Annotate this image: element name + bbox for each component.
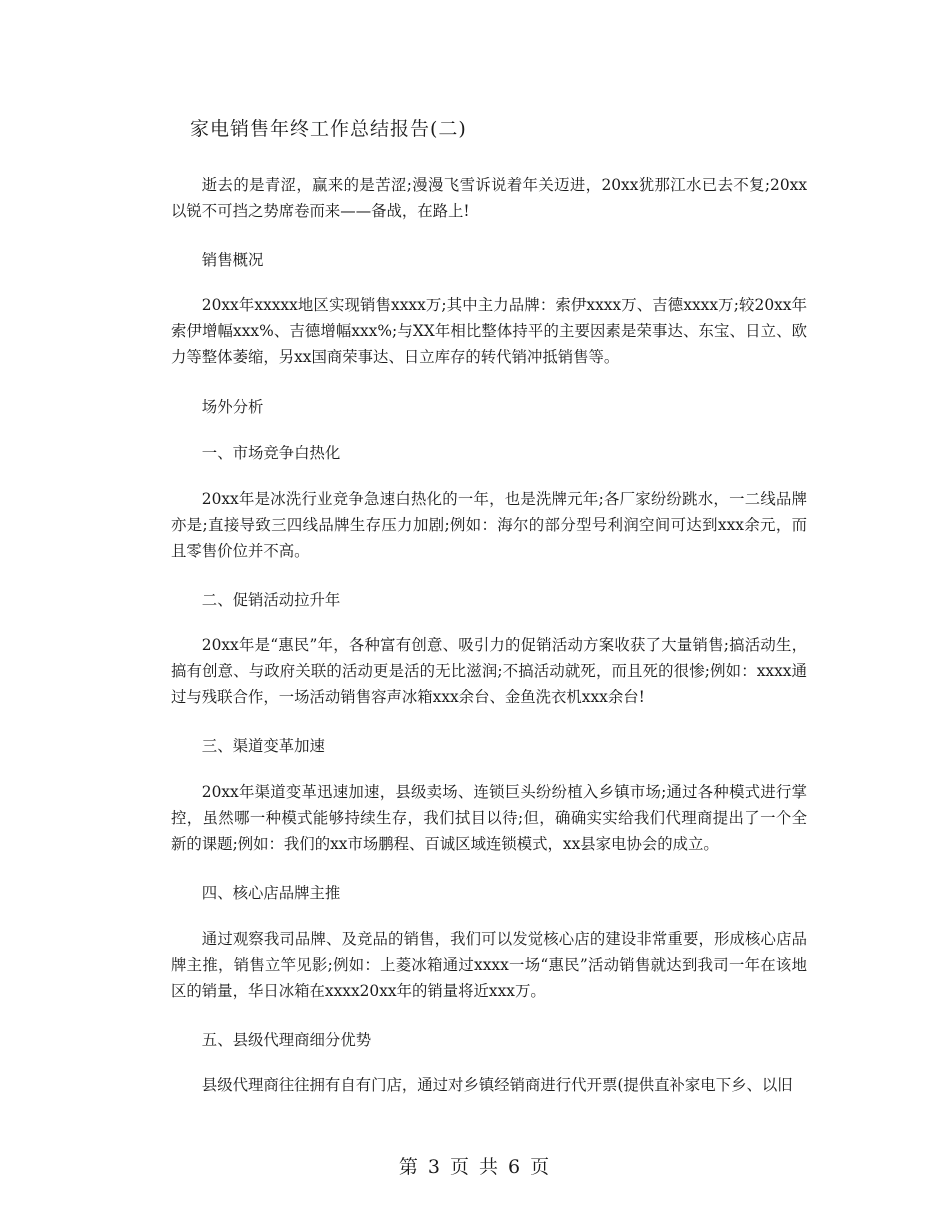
heading-external-analysis: 场外分析: [201, 398, 264, 416]
document-title: 家电销售年终工作总结报告(二): [190, 118, 467, 140]
heading-section-3: 三、渠道变革加速: [201, 737, 325, 755]
paragraph-section-5: 县级代理商往往拥有自有门店，通过对乡镇经销商进行代开票(提供直补家电下乡、以旧: [201, 1076, 793, 1094]
heading-sales-overview: 销售概况: [201, 251, 264, 269]
paragraph-section-4: 通过观察我司品牌、及竞品的销售，我们可以发觉核心店的建设非常重要，形成核心店品牌主推，销售立竿见影;例如：上菱冰箱通过xxxx一场“惠民”活动销售就达到我司一年在该地区的销量，华日冰箱在xxxx20xx年的销量将近xxx万。: [171, 930, 807, 1000]
paragraph-section-2: 20xx年是“惠民”年，各种富有创意、吸引力的促销活动方案收获了大量销售;搞活动生，搞有创意、与政府关联的活动更是活的无比滋润;不搞活动就死，而且死的很惨;例如：xxxx通过与残联合作，一场活动销售容声冰箱xxx余台、金鱼洗衣机xxx余台!: [171, 636, 807, 706]
heading-section-2: 二、促销活动拉升年: [201, 591, 341, 609]
heading-section-5: 五、县级代理商细分优势: [201, 1031, 372, 1049]
heading-section-1: 一、市场竞争白热化: [201, 444, 341, 462]
paragraph-sales-overview: 20xx年xxxxx地区实现销售xxxx万;其中主力品牌：索伊xxxx万、吉德xxxx万;较20xx年索伊增幅xxx%、吉德增幅xxx%;与XX年相比整体持平的主要因素是荣事达、东宝、日立、欧力等整体萎缩，另xx国商荣事达、日立库存的转代销冲抵销售等。: [171, 296, 807, 366]
paragraph-section-1: 20xx年是冰洗行业竞争急速白热化的一年，也是洗牌元年;各厂家纷纷跳水，一二线品牌亦是;直接导致三四线品牌生存压力加剧;例如：海尔的部分型号利润空间可达到xxx余元，而且零售价位并不高。: [171, 490, 807, 560]
paragraph-intro: 逝去的是青涩，赢来的是苦涩;漫漫飞雪诉说着年关迈进，20xx犹那江水已去不复;20xx以锐不可挡之势席卷而来——备战，在路上!: [171, 176, 807, 220]
heading-section-4: 四、核心店品牌主推: [201, 884, 341, 902]
page-number-footer: 第 3 页 共 6 页: [398, 1156, 552, 1178]
paragraph-section-3: 20xx年渠道变革迅速加速，县级卖场、连锁巨头纷纷植入乡镇市场;通过各种模式进行掌控，虽然哪一种模式能够持续生存，我们拭目以待;但，确确实实给我们代理商提出了一个全新的课题;例如：我们的xx市场鹏程、百诚区域连锁模式，xx县家电协会的成立。: [171, 783, 807, 853]
